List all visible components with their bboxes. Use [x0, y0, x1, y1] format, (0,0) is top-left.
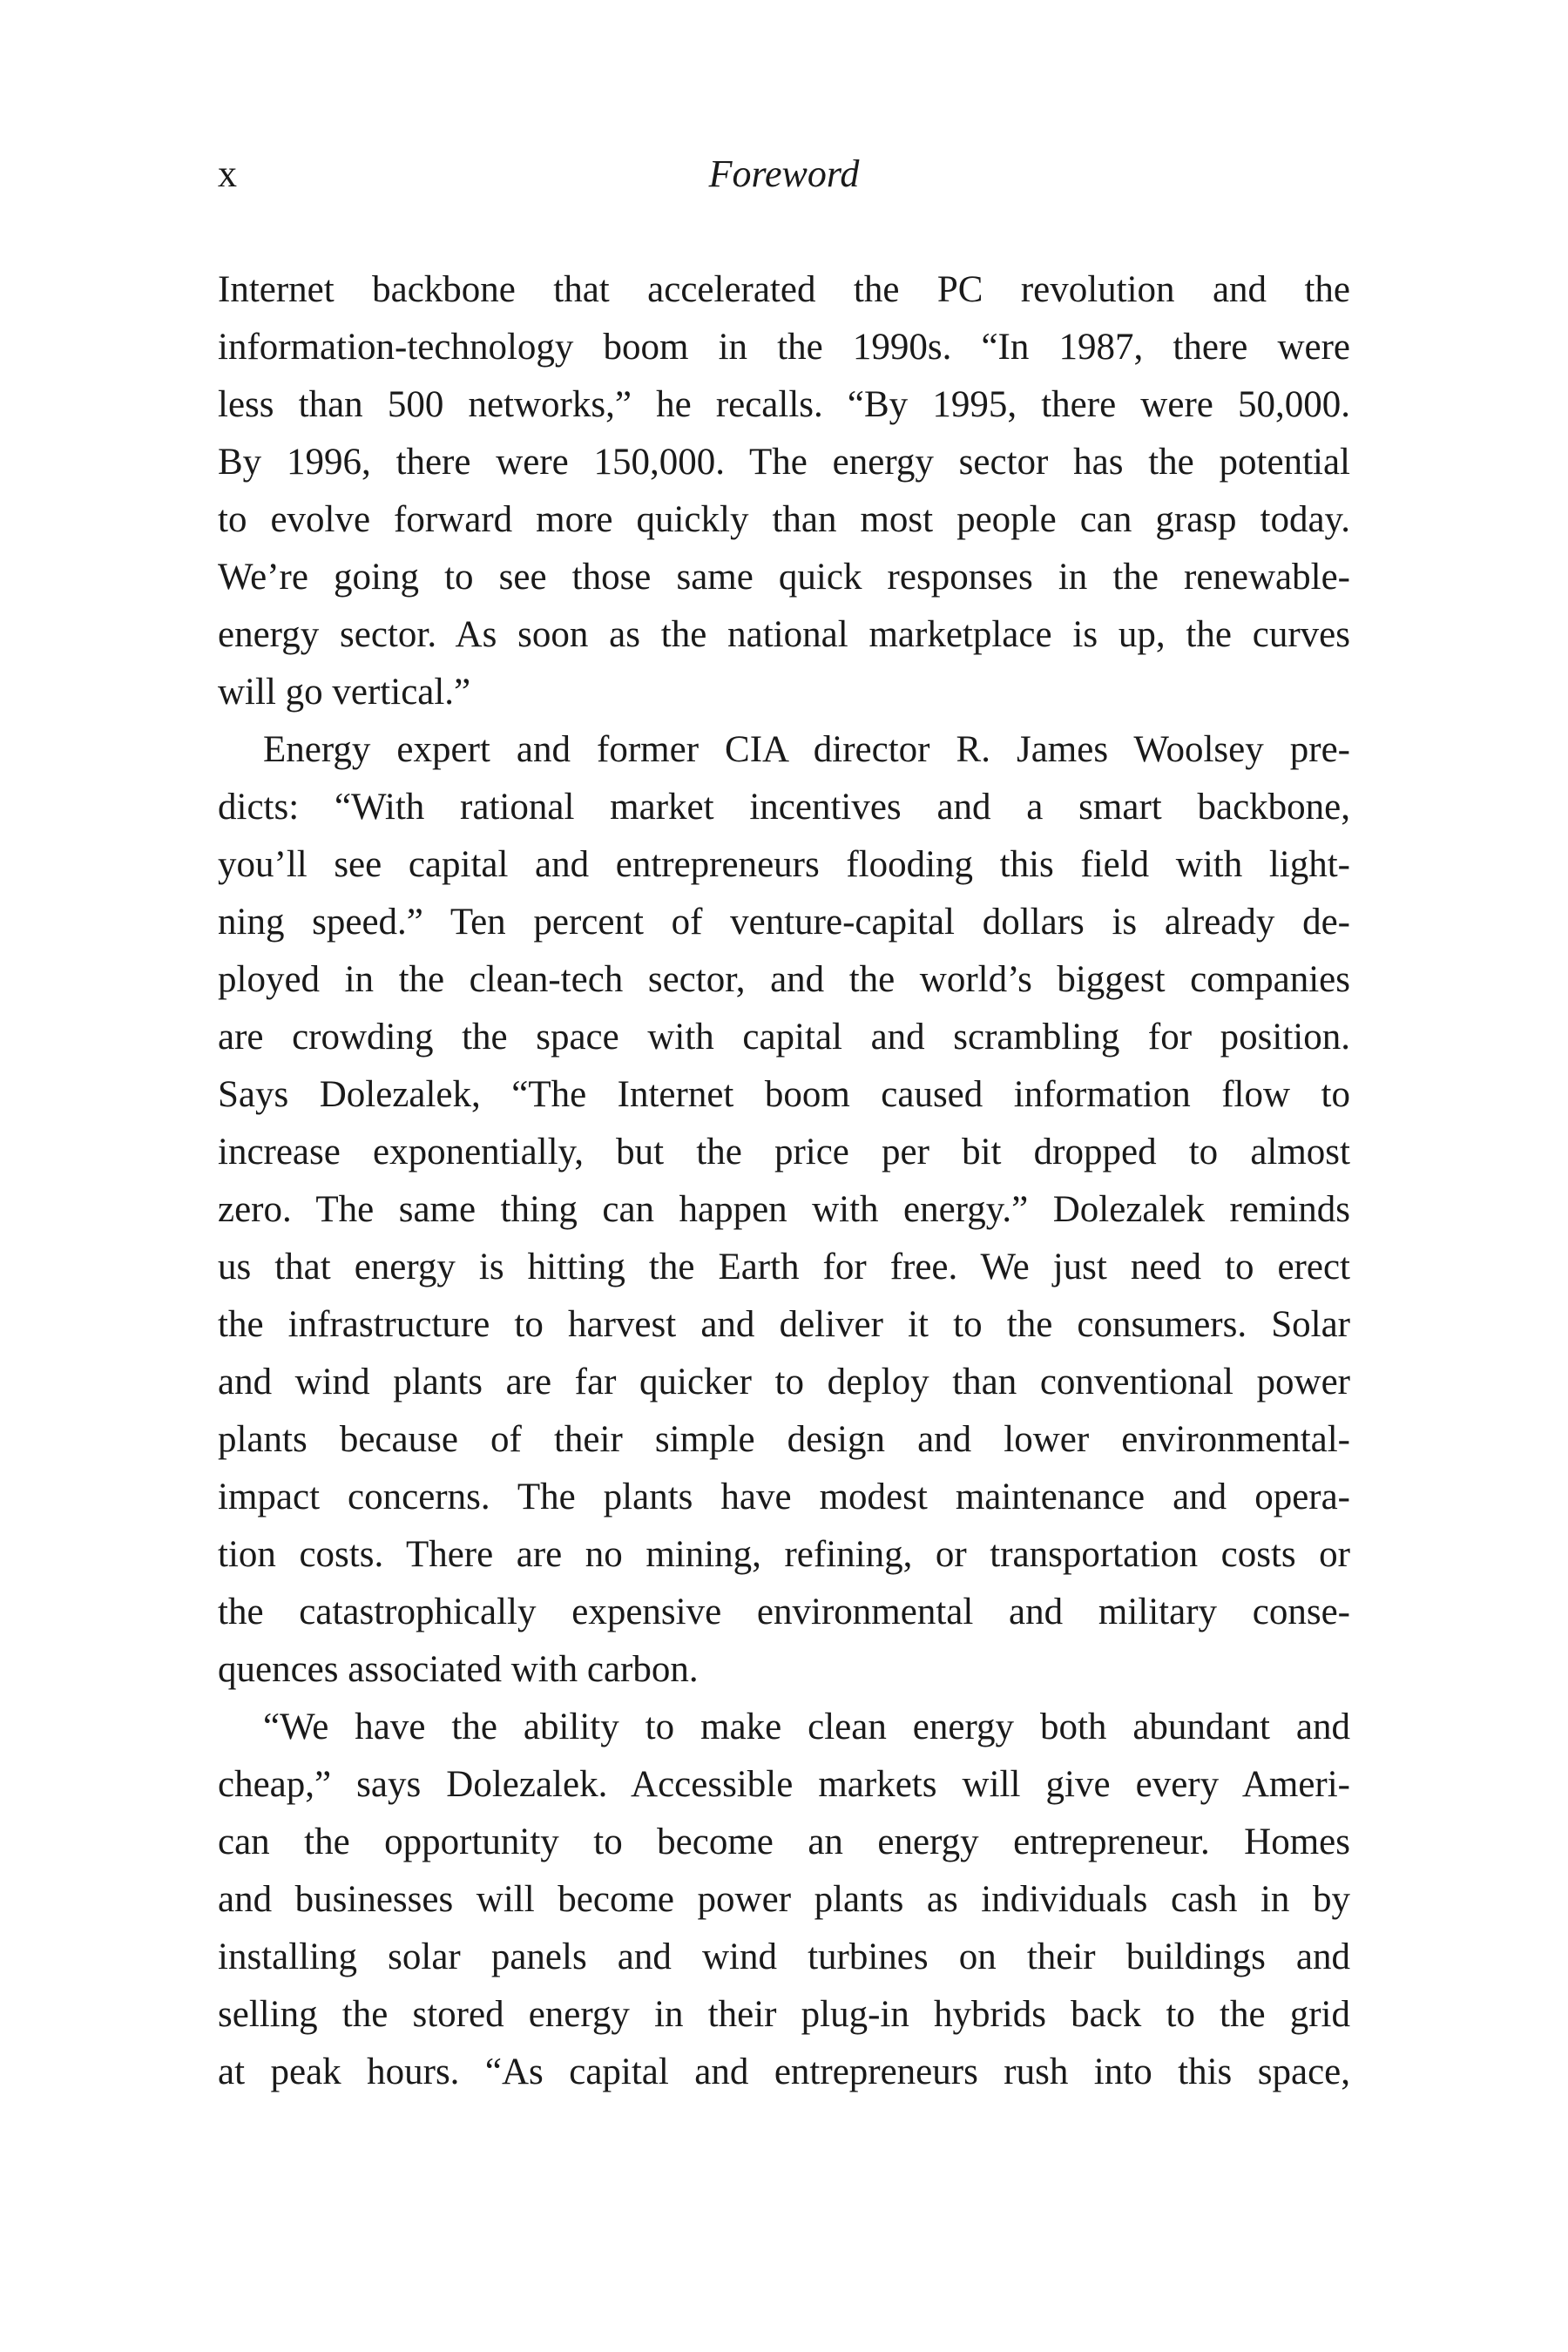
text-line: Says Dolezalek, “The Internet boom caused information flow to [218, 1074, 1350, 1115]
text-line: increase exponentially, but the price per bit dropped to almost [218, 1132, 1350, 1173]
text-line: ployed in the clean-tech sector, and the world’s biggest companies [218, 959, 1350, 1000]
text-line: By 1996, there were 150,000. The energy sector has the potential [218, 442, 1350, 483]
text-line: energy sector. As soon as the national marketplace is up, the curves [218, 614, 1350, 655]
text-line: tion costs. There are no mining, refining, or transportation costs or [218, 1534, 1350, 1575]
text-line: can the opportunity to become an energy entrepreneur. Homes [218, 1821, 1350, 1862]
body-text [218, 261, 1350, 2101]
text-line: dicts: “With rational market incentives and a smart backbone, [218, 787, 1350, 828]
text-line: the infrastructure to harvest and deliver it to the consumers. Solar [218, 1304, 1350, 1345]
text-line: less than 500 networks,” he recalls. “By 1995, there were 50,000. [218, 384, 1350, 425]
running-head [218, 148, 1350, 200]
text-line: to evolve forward more quickly than most people can grasp today. [218, 499, 1350, 540]
text-line: at peak hours. “As capital and entrepreneurs rush into this space, [218, 2051, 1350, 2092]
text-line: plants because of their simple design and lower environmental- [218, 1419, 1350, 1460]
text-line: impact concerns. The plants have modest maintenance and opera- [218, 1477, 1350, 1517]
page-number: x [218, 152, 237, 195]
text-line: selling the stored energy in their plug-in hybrids back to the grid [218, 1994, 1350, 2035]
text-line: Energy expert and former CIA director R. James Woolsey pre- [263, 729, 1350, 770]
text-line: ning speed.” Ten percent of venture-capital dollars is already de- [218, 902, 1350, 943]
text-line: will go vertical.” [218, 672, 471, 713]
text-line: and wind plants are far quicker to deploy than conventional power [218, 1362, 1350, 1402]
text-line: zero. The same thing can happen with energy.” Dolezalek reminds [218, 1189, 1350, 1230]
text-line: “We have the ability to make clean energy both abundant and [263, 1707, 1350, 1747]
text-line: us that energy is hitting the Earth for free. We just need to erect [218, 1247, 1350, 1288]
text-line: and businesses will become power plants as individuals cash in by [218, 1879, 1350, 1920]
text-line: you’ll see capital and entrepreneurs flooding this field with light- [218, 844, 1350, 885]
text-line: quences associated with carbon. [218, 1649, 699, 1690]
text-line: are crowding the space with capital and scrambling for position. [218, 1017, 1350, 1058]
text-line: information-technology boom in the 1990s. “In 1987, there were [218, 327, 1350, 368]
text-line: the catastrophically expensive environmental and military conse- [218, 1592, 1350, 1632]
text-line: cheap,” says Dolezalek. Accessible markets will give every Ameri- [218, 1764, 1350, 1805]
text-line: Internet backbone that accelerated the PC revolution and the [218, 269, 1350, 310]
text-line: We’re going to see those same quick responses in the renewable- [218, 557, 1350, 598]
running-head-title: Foreword [708, 152, 860, 195]
text-line: installing solar panels and wind turbines on their buildings and [218, 1936, 1350, 1977]
